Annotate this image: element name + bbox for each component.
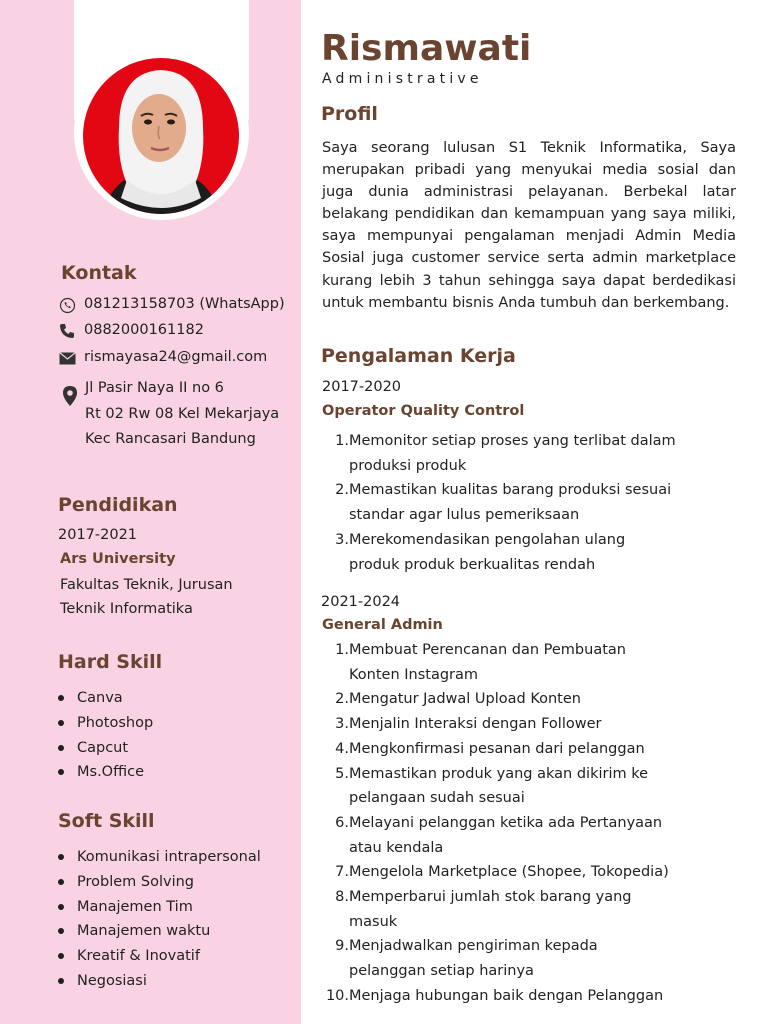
job-task-list [322, 638, 722, 1009]
contact-email[interactable] [58, 349, 267, 367]
soft-skill-heading: Soft Skill [58, 810, 155, 832]
skill-label: Kreatif & Inovatif [77, 948, 200, 965]
person-role: Administrative [322, 71, 483, 87]
soft-skill-list [58, 845, 261, 993]
task-line: pelanggan setiap harinya [349, 963, 534, 980]
task-number: 4. [335, 740, 349, 757]
bullet-icon [58, 695, 64, 701]
list-item [58, 919, 261, 944]
list-item [58, 760, 153, 785]
task-number: 3. [335, 716, 349, 733]
task-text: Mengatur Jadwal Upload Konten [349, 691, 581, 708]
task-text [349, 885, 632, 934]
contact-whatsapp[interactable] [58, 296, 285, 314]
list-item [58, 845, 261, 870]
task-line: Memastikan produk yang akan dikirim ke [349, 765, 649, 782]
skill-label: Komunikasi intrapersonal [77, 849, 261, 866]
bullet-icon [58, 769, 64, 775]
bullet-icon [58, 879, 64, 885]
task-number: 9. [335, 938, 349, 955]
bullet-icon [58, 745, 64, 751]
task-number: 2. [335, 691, 349, 708]
job-title: Operator Quality Control [322, 403, 525, 419]
skill-label: Problem Solving [77, 874, 194, 891]
task-line: Merekomendasikan pengolahan ulang [349, 531, 626, 548]
task-number: 3. [335, 531, 349, 548]
list-item [58, 870, 261, 895]
task-line: Memonitor setiap proses yang terlibat dalam [349, 433, 676, 449]
task-line: Membuat Perencanan dan Pembuatan [349, 642, 626, 658]
task-line: Menjadwalkan pengiriman kepada [349, 938, 598, 955]
task-number: 5. [335, 765, 349, 782]
job-task-list [322, 429, 722, 577]
task-number: 2. [335, 482, 349, 499]
profile-photo [83, 58, 239, 214]
bullet-icon [58, 854, 64, 860]
skill-label: Negosiasi [77, 972, 147, 989]
list-item [322, 811, 722, 860]
task-text: Mengelola Marketplace (Shopee, Tokopedia) [349, 864, 669, 881]
task-number: 1. [335, 642, 349, 658]
skill-label: Ms.Office [77, 764, 144, 781]
hard-skill-heading: Hard Skill [58, 651, 163, 673]
task-text: Mengkonfirmasi pesanan dari pelanggan [349, 740, 645, 757]
phone-number: 0882000161182 [84, 322, 204, 338]
skill-label: Manajemen waktu [77, 923, 211, 940]
task-line: Konten Instagram [349, 666, 479, 683]
task-line: atau kendala [349, 839, 444, 856]
education-heading: Pendidikan [58, 494, 178, 516]
job-title: General Admin [322, 617, 443, 633]
task-line: masuk [349, 913, 398, 930]
education-school: Ars University [60, 551, 176, 567]
bullet-icon [58, 720, 64, 726]
address [85, 376, 279, 453]
task-number: 10. [325, 987, 349, 1004]
list-item [322, 860, 722, 885]
list-item [58, 894, 261, 919]
hard-skill-list [58, 686, 153, 785]
task-number: 7. [335, 864, 349, 881]
task-text [349, 478, 671, 527]
list-item [322, 762, 722, 811]
task-line: produksi produk [349, 457, 467, 474]
address-line: Jl Pasir Naya II no 6 [85, 380, 224, 396]
contact-heading: Kontak [61, 262, 137, 284]
list-item [58, 968, 261, 993]
task-text: Menjaga hubungan baik dengan Pelanggan [349, 987, 664, 1004]
task-line: produk produk berkualitas rendah [349, 556, 596, 573]
task-line: Melayani pelanggan ketika ada Pertanyaan [349, 814, 663, 831]
list-item [322, 737, 722, 762]
task-text [349, 429, 676, 478]
skill-label: Capcut [77, 739, 129, 756]
education-years: 2017-2021 [58, 527, 138, 543]
task-line: pelangaan sudah sesuai [349, 790, 525, 807]
bullet-icon [58, 953, 64, 959]
job-years: 2021-2024 [321, 594, 401, 610]
person-name: Rismawati [321, 28, 532, 69]
task-number: 1. [335, 433, 349, 449]
list-item [58, 735, 153, 760]
location-pin [61, 387, 87, 405]
skill-label: Photoshop [77, 715, 154, 732]
phone-icon [58, 322, 76, 340]
task-text: Menjalin Interaksi dengan Follower [349, 716, 602, 733]
bullet-icon [58, 978, 64, 984]
bullet-icon [58, 904, 64, 910]
email-address: rismayasa24@gmail.com [84, 349, 268, 365]
task-text [349, 762, 648, 811]
list-item [58, 944, 261, 969]
task-line: Memperbarui jumlah stok barang yang [349, 889, 632, 906]
address-line: Kec Rancasari Bandung [85, 431, 256, 447]
task-number: 8. [335, 889, 349, 906]
experience-heading: Pengalaman Kerja [321, 345, 516, 367]
list-item [58, 711, 153, 736]
list-item [58, 686, 153, 711]
task-text [349, 528, 625, 577]
profile-text: Saya seorang lulusan S1 Teknik Informatika, Saya merupakan pribadi yang menyukai media sosial dan juga dunia administrasi pelayanan. Berbekal latar belakang pendidikan dan kemampuan yang saya miliki, saya mempunyai pengalaman menjadi Admin Media Sosial juga customer service serta admin marketplace kurang lebih 3 tahun sehingga saya dapat berdedikasi untuk membantu bisnis Anda tumbuh dan berkembang. [322, 140, 736, 311]
task-text [349, 638, 626, 687]
list-item [322, 478, 722, 527]
list-item [322, 687, 722, 712]
mail-icon [58, 349, 76, 367]
whatsapp-number: 081213158703 (WhatsApp) [84, 296, 285, 312]
task-text [349, 934, 598, 983]
task-number: 6. [335, 814, 349, 831]
education-desc-line: Fakultas Teknik, Jurusan [60, 577, 233, 593]
skill-label: Manajemen Tim [77, 898, 193, 915]
list-item [322, 984, 722, 1009]
list-item [322, 934, 722, 983]
list-item [322, 712, 722, 737]
contact-phone[interactable] [58, 322, 204, 340]
skill-label: Canva [77, 690, 123, 707]
list-item [322, 885, 722, 934]
profile-heading: Profil [321, 103, 378, 125]
education-desc-line: Teknik Informatika [60, 601, 193, 617]
bullet-icon [58, 928, 64, 934]
list-item [322, 638, 722, 687]
address-line: Rt 02 Rw 08 Kel Mekarjaya [85, 405, 280, 422]
list-item [322, 429, 722, 478]
job-years: 2017-2020 [322, 379, 402, 395]
education-description [60, 573, 290, 621]
task-text [349, 811, 662, 860]
task-line: standar agar lulus pemeriksaan [349, 507, 580, 524]
location-icon [61, 387, 79, 405]
task-line: Memastikan kualitas barang produksi sesuai [349, 482, 672, 499]
list-item [322, 528, 722, 577]
whatsapp-icon [58, 296, 76, 314]
